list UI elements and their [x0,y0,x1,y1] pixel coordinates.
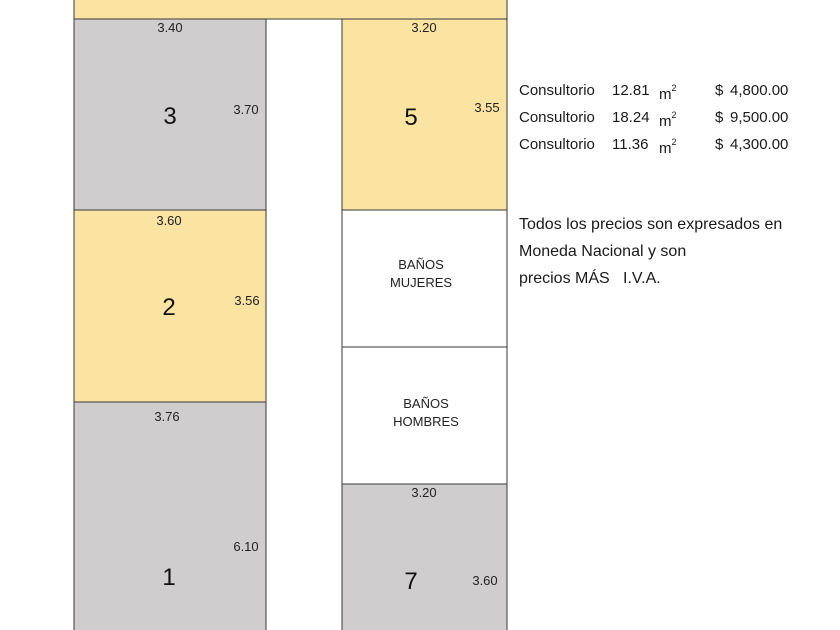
room-5-top-dimension: 3.20 [411,20,437,35]
room-3[interactable] [74,19,266,210]
room-5-number: 5 [404,104,418,131]
price-row-unit: $m^2$ [659,137,677,157]
price-row-unit: $m^2$ [659,110,677,130]
pricing-note [519,211,819,292]
price-row-price: 4,300.00 [730,136,789,153]
room-7-area [342,484,507,630]
room-3-number: 3 [163,103,177,130]
price-row-type: Consultorio [519,82,595,99]
bathroom-women-label-line2: MUJERES [389,275,453,290]
price-row-price: 9,500.00 [730,109,789,126]
price-row-currency: $ [715,136,724,153]
room-1-number: 1 [162,564,176,591]
pricing-note-line1: Todos los precios son expresados en [519,216,783,233]
room-7[interactable] [342,484,507,630]
price-row-currency: $ [715,82,724,99]
room-1-area [74,402,266,630]
bathroom-men-label-line1: BAÑOS [403,396,449,411]
room-7-number: 7 [404,568,418,595]
room-1-side-dimension: 6.10 [233,539,259,554]
price-row-currency: $ [715,109,724,126]
room-7-top-dimension: 3.20 [411,485,437,500]
price-row [519,131,819,158]
room-3-side-dimension: 3.70 [233,102,259,117]
room-7-side-dimension: 3.60 [472,573,498,588]
price-row-area: 18.24 [612,109,650,126]
bathroom-women-label-line1: BAÑOS [398,257,444,272]
price-row [519,77,819,104]
room-2[interactable] [74,210,266,402]
room-1-top-dimension: 3.76 [154,409,180,424]
price-row-unit: $m^2$ [659,83,677,103]
price-row-type: Consultorio [519,109,595,126]
bathroom-women[interactable] [342,210,507,347]
room-3-top-dimension: 3.40 [157,20,183,35]
pricing-note-line2: Moneda Nacional y son [519,243,687,260]
room-2-number: 2 [162,294,176,321]
top-room-strip [74,0,507,19]
price-table [519,77,819,158]
room-5[interactable] [342,19,507,210]
price-row-area: 11.36 [612,136,649,153]
price-row-price: 4,800.00 [730,82,789,99]
price-row-type: Consultorio [519,136,595,153]
price-row [519,104,819,131]
price-row-area: 12.81 [612,82,650,99]
room-5-side-dimension: 3.55 [474,100,500,115]
bathroom-men-label-line2: HOMBRES [393,414,459,429]
room-1[interactable] [74,402,266,630]
room-2-top-dimension: 3.60 [156,213,182,228]
bathroom-men[interactable] [342,347,507,484]
pricing-note-line3: precios MÁS I.V.A. [519,270,661,287]
room-2-side-dimension: 3.56 [234,293,260,308]
